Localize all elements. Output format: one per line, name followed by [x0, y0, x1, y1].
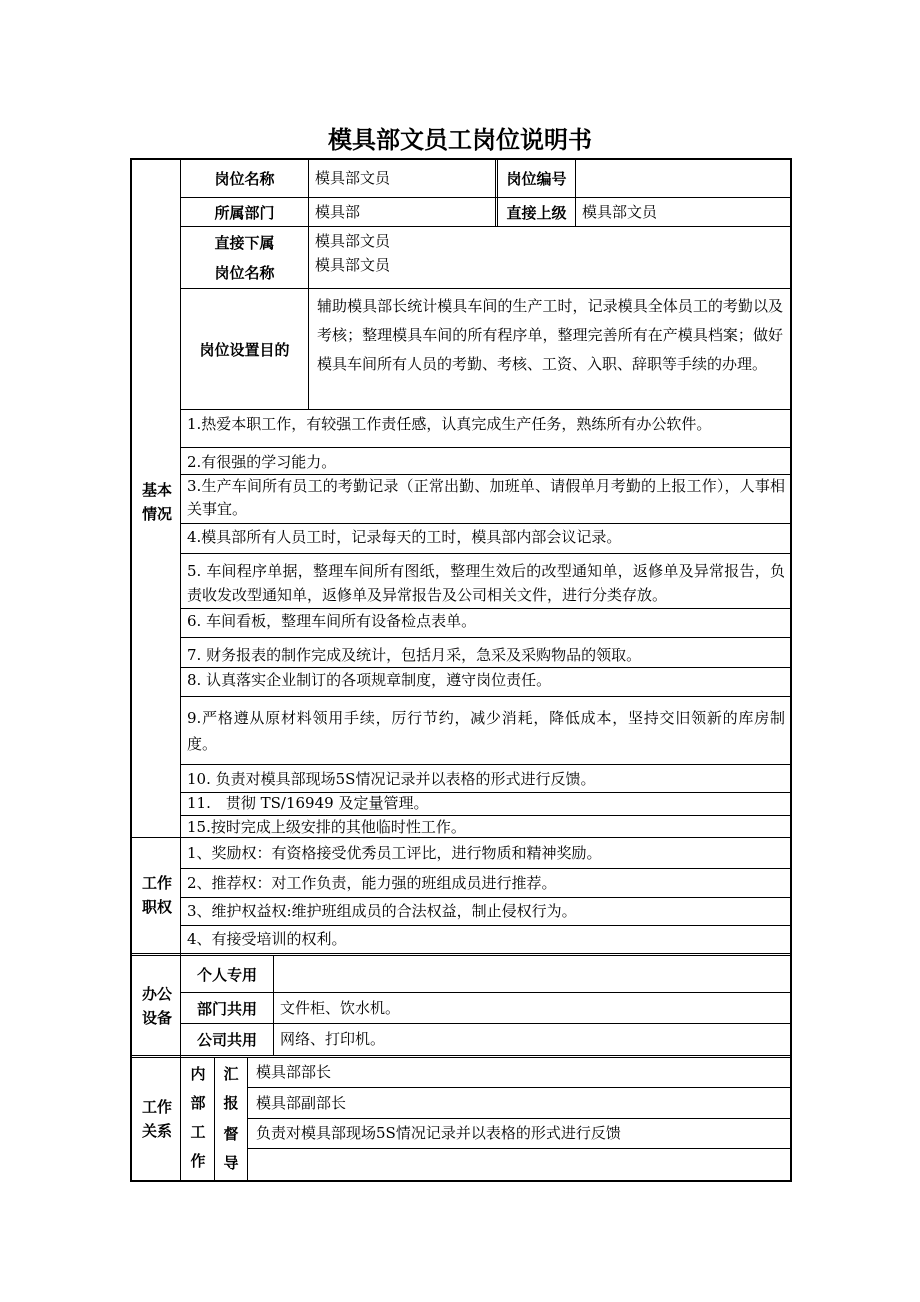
authority-item: 4、有接受培训的权利。 [187, 930, 347, 948]
equipment-value [274, 957, 784, 992]
authority-item: 1、奖励权：有资格接受优秀员工评比，进行物质和精神奖励。 [187, 844, 602, 862]
subordinate-value [309, 229, 790, 288]
subordinate-value-line2: 模具部文员 [315, 256, 391, 274]
section-divider [132, 1055, 790, 1058]
duty-item: 10. 负责对模具部现场5S情况记录并以表格的形式进行反馈。 [187, 770, 596, 788]
page-title: 模具部文员工岗位说明书 [328, 126, 592, 154]
basic-section-label: 基本 情况 [141, 481, 172, 523]
internal-work-label: 内 部 工 作 [190, 1065, 206, 1170]
section-divider [132, 953, 790, 956]
supervise-label: 督 导 [223, 1125, 239, 1172]
duty-item: 4.模具部所有人员工时，记录每天的工时，模具部内部会议记录。 [187, 528, 622, 546]
supervise-value: 负责对模具部现场5S情况记录并以表格的形式进行反馈 [256, 1124, 621, 1142]
duty-item: 8. 认真落实企业制订的各项规章制度，遵守岗位责任。 [187, 671, 552, 689]
purpose-label: 岗位设置目的 [199, 340, 290, 359]
authority-item: 2、推荐权：对工作负责，能力强的班组成员进行推荐。 [187, 874, 557, 892]
superior-label: 直接上级 [506, 203, 567, 222]
duty-item: 15.按时完成上级安排的其他临时性工作。 [187, 818, 466, 836]
duty-item: 9.严格遵从原材料领用手续，厉行节约，减少消耗，降低成本，坚持交旧领新的库房制度。 [187, 709, 785, 753]
position-code-value [576, 160, 790, 197]
department-label: 所属部门 [214, 203, 275, 222]
relations-section-label: 工作 关系 [141, 1098, 172, 1140]
section-divider [132, 837, 790, 838]
report-label: 汇 报 [223, 1065, 239, 1112]
duty-item: 1.热爱本职工作，有较强工作责任感，认真完成生产任务，熟练所有办公软件。 [187, 415, 712, 433]
job-description-table [130, 158, 792, 1182]
report-value: 模具部副部长 [256, 1094, 347, 1112]
duty-item: 5. 车间程序单据，整理车间所有图纸，整理生效后的改型通知单，返修单及异常报告，负责收发改型通知单，返修单及异常报告及公司相关文件，进行分类存放。 [187, 562, 785, 604]
purpose-value: 辅助模具部长统计模具车间的生产工时，记录模具全体员工的考勤以及考核；整理模具车间的所有程序单，整理完善所有在产模具档案；做好模具车间所有人员的考勤、考核、工资、入职、辞职等手续的办理。 [317, 297, 783, 373]
subordinate-label-line2: 岗位名称 [214, 263, 275, 282]
equipment-label: 公司共用 [196, 1031, 257, 1049]
report-value: 模具部部长 [256, 1063, 332, 1081]
position-code-label: 岗位编号 [506, 170, 567, 188]
duty-item: 6. 车间看板，整理车间所有设备检点表单。 [187, 612, 477, 630]
authority-section-label: 工作 职权 [141, 874, 172, 916]
equipment-label: 部门共用 [196, 999, 257, 1018]
equipment-section-label: 办公 设备 [141, 985, 172, 1027]
duty-item: 11. 贯彻 TS/16949 及定量管理。 [187, 794, 429, 812]
subordinate-value-line1: 模具部文员 [315, 232, 391, 250]
duty-item: 7. 财务报表的制作完成及统计，包括月采，急采及采购物品的领取。 [187, 646, 642, 664]
supervise-value [250, 1149, 780, 1180]
authority-item: 3、维护权益权:维护班组成员的合法权益，制止侵权行为。 [187, 902, 577, 920]
department-value: 模具部 [315, 203, 361, 221]
equipment-label: 个人专用 [196, 966, 257, 984]
superior-value: 模具部文员 [582, 203, 658, 221]
duty-item: 3.生产车间所有员工的考勤记录（正常出勤、加班单、请假单月考勤的上报工作），人事相关事宜。 [187, 477, 785, 518]
position-name-value: 模具部文员 [315, 169, 391, 187]
duty-item: 2.有很强的学习能力。 [187, 453, 337, 471]
subordinate-label-line1: 直接下属 [214, 233, 275, 252]
subordinate-label [181, 227, 308, 288]
position-name-label: 岗位名称 [214, 170, 275, 188]
equipment-value: 网络、打印机。 [280, 1030, 386, 1048]
equipment-value: 文件柜、饮水机。 [280, 999, 401, 1017]
